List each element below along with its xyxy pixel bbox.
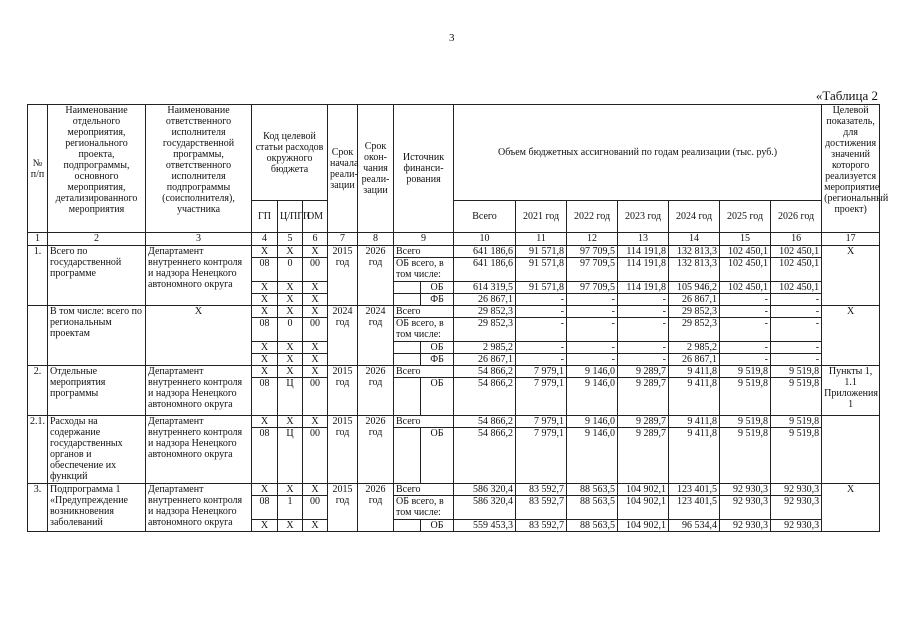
value-year: 102 450,1: [720, 246, 771, 258]
source-label: ФБ: [421, 294, 454, 306]
code-gp: X: [252, 366, 278, 378]
row-executor: Департамент внутреннего контроля и надзора Ненецкого автономного округа: [146, 416, 252, 484]
value-year: 9 289,7: [618, 416, 669, 428]
value-year: 9 289,7: [618, 378, 669, 416]
row-target: [822, 416, 880, 484]
row-target: Пункты 1, 1.1 Приложения 1: [822, 366, 880, 416]
source-spacer: [394, 428, 421, 484]
value-year: -: [618, 294, 669, 306]
value-year: 2 985,2: [669, 342, 720, 354]
page-number: 3: [449, 32, 455, 44]
column-number: 15: [720, 233, 771, 246]
source-label: ОБ всего, в том числе:: [394, 258, 454, 282]
value-year: 9 519,8: [771, 378, 822, 416]
source-label: ОБ всего, в том числе:: [394, 496, 454, 520]
value-year: 88 563,5: [567, 496, 618, 520]
source-label: ОБ: [421, 520, 454, 532]
code-cpgp: X: [278, 306, 303, 318]
value-year: -: [720, 354, 771, 366]
row-executor: X: [146, 306, 252, 366]
code-gp: X: [252, 282, 278, 294]
value-year: 91 571,8: [516, 282, 567, 294]
header-name: Наименование отдельного мероприятия, регионального проекта, подпрограммы, основного мероприятия, детализированного мероприятия: [48, 105, 146, 233]
value-total: 54 866,2: [454, 428, 516, 484]
value-year: -: [771, 318, 822, 342]
row-end: 2026 год: [358, 366, 394, 416]
header-gp: ГП: [252, 201, 278, 233]
value-year: 9 519,8: [771, 416, 822, 428]
column-number: 14: [669, 233, 720, 246]
value-year: -: [771, 354, 822, 366]
value-year: 102 450,1: [771, 282, 822, 294]
row-start: 2015 год: [328, 246, 358, 306]
value-year: 9 519,8: [720, 428, 771, 484]
value-year: 105 946,2: [669, 282, 720, 294]
column-number: 3: [146, 233, 252, 246]
code-cpgp: 0: [278, 258, 303, 282]
code-om: X: [303, 366, 328, 378]
value-year: 92 930,3: [771, 484, 822, 496]
code-gp: X: [252, 342, 278, 354]
value-year: 132 813,3: [669, 246, 720, 258]
source-spacer: [394, 378, 421, 416]
value-year: 9 146,0: [567, 428, 618, 484]
source-spacer: [394, 294, 421, 306]
column-number: 5: [278, 233, 303, 246]
value-year: -: [720, 294, 771, 306]
code-cpgp: X: [278, 294, 303, 306]
value-total: 614 319,5: [454, 282, 516, 294]
value-year: 97 709,5: [567, 246, 618, 258]
code-cpgp: 0: [278, 318, 303, 342]
header-executor: Наименование ответственного исполнителя государственной программы, ответственного исполнителя подпрограммы (соисполнителя), участника: [146, 105, 252, 233]
column-number: 4: [252, 233, 278, 246]
value-total: 641 186,6: [454, 258, 516, 282]
source-spacer: [394, 282, 421, 294]
header-num: № п/п: [28, 105, 48, 233]
row-end: 2026 год: [358, 246, 394, 306]
value-year: 114 191,8: [618, 258, 669, 282]
source-spacer: [394, 354, 421, 366]
row-executor: Департамент внутреннего контроля и надзора Ненецкого автономного округа: [146, 484, 252, 532]
row-number: [28, 306, 48, 366]
value-year: -: [516, 342, 567, 354]
value-year: 9 411,8: [669, 428, 720, 484]
value-year: 9 146,0: [567, 378, 618, 416]
code-gp: X: [252, 354, 278, 366]
code-gp: X: [252, 416, 278, 428]
column-number: 8: [358, 233, 394, 246]
value-year: -: [567, 354, 618, 366]
value-year: 7 979,1: [516, 366, 567, 378]
value-year: -: [771, 342, 822, 354]
value-year: 83 592,7: [516, 496, 567, 520]
value-year: 123 401,5: [669, 496, 720, 520]
value-year: -: [567, 318, 618, 342]
column-number: 2: [48, 233, 146, 246]
code-gp: X: [252, 294, 278, 306]
table-row: [28, 306, 880, 318]
column-number: 13: [618, 233, 669, 246]
value-year: -: [567, 342, 618, 354]
row-start: 2024 год: [328, 306, 358, 366]
code-om: 00: [303, 258, 328, 282]
value-year: -: [567, 294, 618, 306]
value-year: -: [516, 354, 567, 366]
value-total: 559 453,3: [454, 520, 516, 532]
value-total: 26 867,1: [454, 354, 516, 366]
column-number: 7: [328, 233, 358, 246]
value-year: 26 867,1: [669, 294, 720, 306]
code-gp: X: [252, 246, 278, 258]
column-number: 16: [771, 233, 822, 246]
value-year: -: [720, 306, 771, 318]
code-cpgp: Ц: [278, 428, 303, 484]
value-total: 2 985,2: [454, 342, 516, 354]
value-year: 9 289,7: [618, 366, 669, 378]
value-year: 9 146,0: [567, 416, 618, 428]
value-total: 586 320,4: [454, 496, 516, 520]
code-gp: 08: [252, 318, 278, 342]
column-number: 9: [394, 233, 454, 246]
value-year: 29 852,3: [669, 318, 720, 342]
budget-table: [27, 104, 889, 532]
table-row: [28, 484, 880, 496]
code-om: X: [303, 306, 328, 318]
value-year: -: [516, 294, 567, 306]
header-year: 2022 год: [567, 201, 618, 233]
value-year: -: [618, 342, 669, 354]
value-year: 29 852,3: [669, 306, 720, 318]
header-year: 2023 год: [618, 201, 669, 233]
value-year: 88 563,5: [567, 484, 618, 496]
value-year: 97 709,5: [567, 282, 618, 294]
header-target: Целевой показатель, для достижения значений которого реализуется мероприятие (региональный проект): [822, 105, 880, 233]
value-year: 92 930,3: [771, 496, 822, 520]
value-year: -: [567, 306, 618, 318]
code-om: 00: [303, 318, 328, 342]
code-cpgp: X: [278, 416, 303, 428]
code-gp: X: [252, 484, 278, 496]
row-start: 2015 год: [328, 484, 358, 532]
header-volume: Объем бюджетных ассигнований по годам реализации (тыс. руб.): [454, 105, 822, 201]
value-year: -: [618, 306, 669, 318]
row-executor: Департамент внутреннего контроля и надзора Ненецкого автономного округа: [146, 246, 252, 306]
column-number: 1: [28, 233, 48, 246]
value-year: 104 902,1: [618, 496, 669, 520]
row-target: X: [822, 484, 880, 532]
value-year: 83 592,7: [516, 484, 567, 496]
value-year: 88 563,5: [567, 520, 618, 532]
code-om: X: [303, 484, 328, 496]
code-gp: 08: [252, 378, 278, 416]
header-source: Источник финанси-рования: [394, 105, 454, 233]
value-year: 97 709,5: [567, 258, 618, 282]
code-cpgp: X: [278, 246, 303, 258]
value-year: 9 411,8: [669, 416, 720, 428]
code-om: X: [303, 416, 328, 428]
value-year: 9 519,8: [771, 366, 822, 378]
column-number: 17: [822, 233, 880, 246]
column-number: 10: [454, 233, 516, 246]
code-gp: X: [252, 306, 278, 318]
value-year: -: [720, 342, 771, 354]
code-om: X: [303, 354, 328, 366]
value-year: 26 867,1: [669, 354, 720, 366]
code-om: X: [303, 342, 328, 354]
code-om: X: [303, 520, 328, 532]
column-number: 12: [567, 233, 618, 246]
value-year: 92 930,3: [720, 496, 771, 520]
value-year: 9 289,7: [618, 428, 669, 484]
row-executor: Департамент внутреннего контроля и надзора Ненецкого автономного округа: [146, 366, 252, 416]
value-year: -: [720, 318, 771, 342]
row-number: 2.: [28, 366, 48, 416]
column-number-row: [28, 233, 880, 246]
value-year: 114 191,8: [618, 282, 669, 294]
header-start: Срок начала реали-зации: [328, 105, 358, 233]
row-name: В том числе: всего по региональным проектам: [48, 306, 146, 366]
value-year: 102 450,1: [720, 282, 771, 294]
code-gp: 08: [252, 496, 278, 520]
value-year: 7 979,1: [516, 428, 567, 484]
source-label: ОБ: [421, 428, 454, 484]
value-year: -: [618, 318, 669, 342]
row-name: Отдельные мероприятия программы: [48, 366, 146, 416]
source-label: ОБ: [421, 378, 454, 416]
code-cpgp: 1: [278, 496, 303, 520]
value-total: 29 852,3: [454, 318, 516, 342]
value-year: 102 450,1: [720, 258, 771, 282]
value-year: -: [516, 318, 567, 342]
row-number: 1.: [28, 246, 48, 306]
column-number: 6: [303, 233, 328, 246]
value-year: 9 146,0: [567, 366, 618, 378]
code-om: X: [303, 246, 328, 258]
source-label: ОБ всего, в том числе:: [394, 318, 454, 342]
row-number: 2.1.: [28, 416, 48, 484]
value-year: 92 930,3: [771, 520, 822, 532]
source-label: ОБ: [421, 342, 454, 354]
value-year: 83 592,7: [516, 520, 567, 532]
row-name: Всего по государственной программе: [48, 246, 146, 306]
row-name: Подпрограмма 1 «Предупреждение возникновения заболеваний: [48, 484, 146, 532]
value-year: 92 930,3: [720, 484, 771, 496]
code-cpgp: X: [278, 366, 303, 378]
value-year: -: [516, 306, 567, 318]
value-year: 9 519,8: [720, 416, 771, 428]
value-year: -: [771, 306, 822, 318]
row-number: 3.: [28, 484, 48, 532]
code-cpgp: X: [278, 354, 303, 366]
header-total: Всего: [454, 201, 516, 233]
value-year: 104 902,1: [618, 520, 669, 532]
header-year: 2025 год: [720, 201, 771, 233]
code-gp: 08: [252, 428, 278, 484]
value-year: 7 979,1: [516, 378, 567, 416]
row-end: 2026 год: [358, 484, 394, 532]
code-cpgp: Ц: [278, 378, 303, 416]
source-spacer: [394, 520, 421, 532]
code-cpgp: X: [278, 282, 303, 294]
value-year: 9 519,8: [720, 378, 771, 416]
value-total: 54 866,2: [454, 366, 516, 378]
value-year: 92 930,3: [720, 520, 771, 532]
value-year: 102 450,1: [771, 258, 822, 282]
code-om: 00: [303, 428, 328, 484]
source-label: Всего: [394, 416, 454, 428]
value-total: 29 852,3: [454, 306, 516, 318]
source-label: Всего: [394, 246, 454, 258]
header-code: Код целевой статьи расходов окружного бюджета: [252, 105, 328, 201]
value-year: 102 450,1: [771, 246, 822, 258]
value-year: 91 571,8: [516, 246, 567, 258]
value-year: 91 571,8: [516, 258, 567, 282]
value-total: 26 867,1: [454, 294, 516, 306]
header-om: ОМ: [303, 201, 328, 233]
value-year: 96 534,4: [669, 520, 720, 532]
source-spacer: [394, 342, 421, 354]
code-gp: 08: [252, 258, 278, 282]
code-om: X: [303, 294, 328, 306]
value-year: 123 401,5: [669, 484, 720, 496]
value-year: 9 411,8: [669, 366, 720, 378]
source-label: ФБ: [421, 354, 454, 366]
table-title: «Таблица 2: [815, 88, 878, 103]
value-total: 586 320,4: [454, 484, 516, 496]
source-label: Всего: [394, 306, 454, 318]
code-cpgp: X: [278, 520, 303, 532]
value-year: 9 519,8: [720, 366, 771, 378]
row-name: Расходы на содержание государственных органов и обеспечение их функций: [48, 416, 146, 484]
code-om: 00: [303, 378, 328, 416]
row-start: 2015 год: [328, 366, 358, 416]
source-label: ОБ: [421, 282, 454, 294]
code-om: X: [303, 282, 328, 294]
row-target: X: [822, 246, 880, 306]
value-year: 9 519,8: [771, 428, 822, 484]
value-total: 54 866,2: [454, 416, 516, 428]
table-row: [28, 246, 880, 258]
header-end: Срок окон-чания реали-зации: [358, 105, 394, 233]
code-gp: X: [252, 520, 278, 532]
row-end: 2026 год: [358, 416, 394, 484]
header-year: 2024 год: [669, 201, 720, 233]
value-total: 641 186,6: [454, 246, 516, 258]
source-label: Всего: [394, 484, 454, 496]
row-target: X: [822, 306, 880, 366]
value-year: 104 902,1: [618, 484, 669, 496]
row-end: 2024 год: [358, 306, 394, 366]
code-cpgp: X: [278, 342, 303, 354]
value-total: 54 866,2: [454, 378, 516, 416]
code-om: 00: [303, 496, 328, 520]
value-year: -: [771, 294, 822, 306]
code-cpgp: X: [278, 484, 303, 496]
row-start: 2015 год: [328, 416, 358, 484]
value-year: 132 813,3: [669, 258, 720, 282]
value-year: 114 191,8: [618, 246, 669, 258]
table-row: [28, 416, 880, 428]
value-year: -: [618, 354, 669, 366]
column-number: 11: [516, 233, 567, 246]
header-cpgp: Ц/ПГП: [278, 201, 303, 233]
header-year: 2026 год: [771, 201, 822, 233]
value-year: 7 979,1: [516, 416, 567, 428]
table-row: [28, 366, 880, 378]
source-label: Всего: [394, 366, 454, 378]
value-year: 9 411,8: [669, 378, 720, 416]
header-year: 2021 год: [516, 201, 567, 233]
